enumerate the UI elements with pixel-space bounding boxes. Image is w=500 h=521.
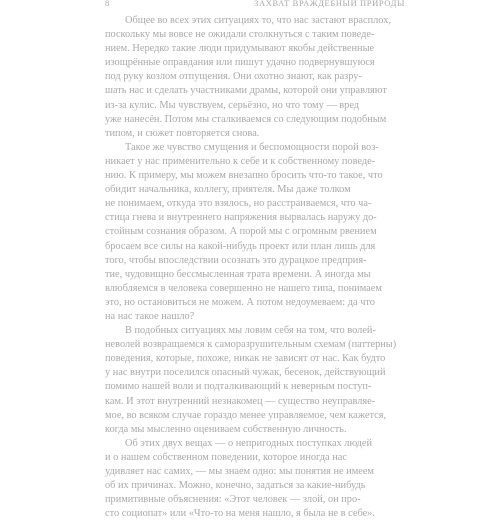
text-line: об их причинах. Можно, конечно, задаться за какие-нибудь — [105, 480, 366, 492]
text-line: не понимаем, откуда это взялось, но расстраиваемся, что ча- — [105, 198, 372, 210]
text-line: стица гнева и внутреннего напряжения вырвалась наружу до- — [105, 212, 377, 224]
text-line: когда мы мысленно оцениваем собственную личность. — [105, 423, 347, 435]
text-line: это, но остановиться не можем. А потом недоумеваем: да что — [105, 296, 375, 308]
text-line: мое, во всяком случае гораздо менее управляемое, чем кажется, — [105, 409, 387, 421]
text-line: влюбляемся в человека совершенно не нашего типа, понимаем — [105, 282, 382, 294]
text-line: у нас внутри поселился опасный чужак, бесенок, действующий — [105, 367, 386, 379]
text-line: Такое же чувство смущения и беспомощности порой воз- — [125, 141, 379, 153]
text-line: Об этих двух вещах — о непригодных поступках людей — [125, 437, 373, 449]
text-line: Общее во всех этих ситуациях то, что нас застают врасплох, — [125, 15, 391, 26]
text-line: типом, и сюжет повторяется снова. — [105, 127, 260, 139]
text-line: уже нанесён. Потом мы сталкиваемся со следующим подобным — [105, 113, 387, 125]
text-line: бросаем все силы на какой-нибудь проект или план лишь для — [105, 240, 376, 252]
running-title: ЗАХВАТ ВРАЖДЕБНЫЙ ПРИРОДЫ — [254, 0, 405, 8]
text-line: из-за кулис. Мы чувствуем, серьёзно, но что тому — вред — [105, 99, 360, 111]
text-line: шать нас и сделать участниками драмы, которой они управляют — [105, 85, 387, 97]
text-line: и о нашем собственном поведении, которое иногда нас — [105, 451, 347, 463]
text-line: стойным сознания образом. А порой мы с огромным рвением — [105, 226, 377, 238]
text-line: на нас такое нашло? — [105, 310, 195, 322]
text-line: кам. И этот внутренний незнакомец — существо неуправляе- — [105, 395, 376, 407]
text-line: поскольку мы вовсе не ожидали столкнуться с таким поведе- — [105, 29, 375, 41]
text-line: помимо нашей воли и подталкивающий к неверным поступ- — [105, 381, 372, 393]
text-line: удивляет нас самих, — мы знаем одно: мы понятия не имеем — [105, 466, 374, 477]
body-text — [105, 14, 405, 521]
page-number: 8 — [105, 0, 110, 8]
text-line: нием. Нередко такие люди придумывают якобы действенные — [105, 43, 375, 55]
text-line: обидит начальника, коллегу, приятеля. Мы даже толком — [105, 184, 351, 196]
text-line: под руку козлом отпущения. Они охотно знают, как разру- — [105, 71, 362, 83]
text-line: нию. К примеру, мы можем внезапно бросить что-то такое, что — [105, 170, 383, 182]
text-line: того, чтобы впоследствии осознать это дурацкое предприя- — [105, 254, 367, 266]
text-line: изощрённые оправдания или пишут удачно подвернувшуюся — [105, 57, 375, 69]
text-line: В подобных ситуациях мы ловим себя на том, что волей- — [125, 325, 376, 337]
text-line: никает у нас применительно к себе и к собственному поведе- — [105, 155, 376, 167]
text-line: примитивные объяснения: «Этот человек — злой, он про- — [105, 494, 361, 506]
running-header — [105, 0, 405, 10]
text-line: сто социопат» или «Что-то на меня нашло, я была не в себе». — [105, 508, 375, 520]
text-line: тие, чудовищно бессмысленная трата времени. А иногда мы — [105, 268, 371, 280]
text-line: неволей возвращаемся к саморазрушительным схемам (паттерны) — [105, 339, 397, 351]
text-line: поведения, которые, похоже, никак не зависят от нас. Как будто — [105, 353, 386, 365]
